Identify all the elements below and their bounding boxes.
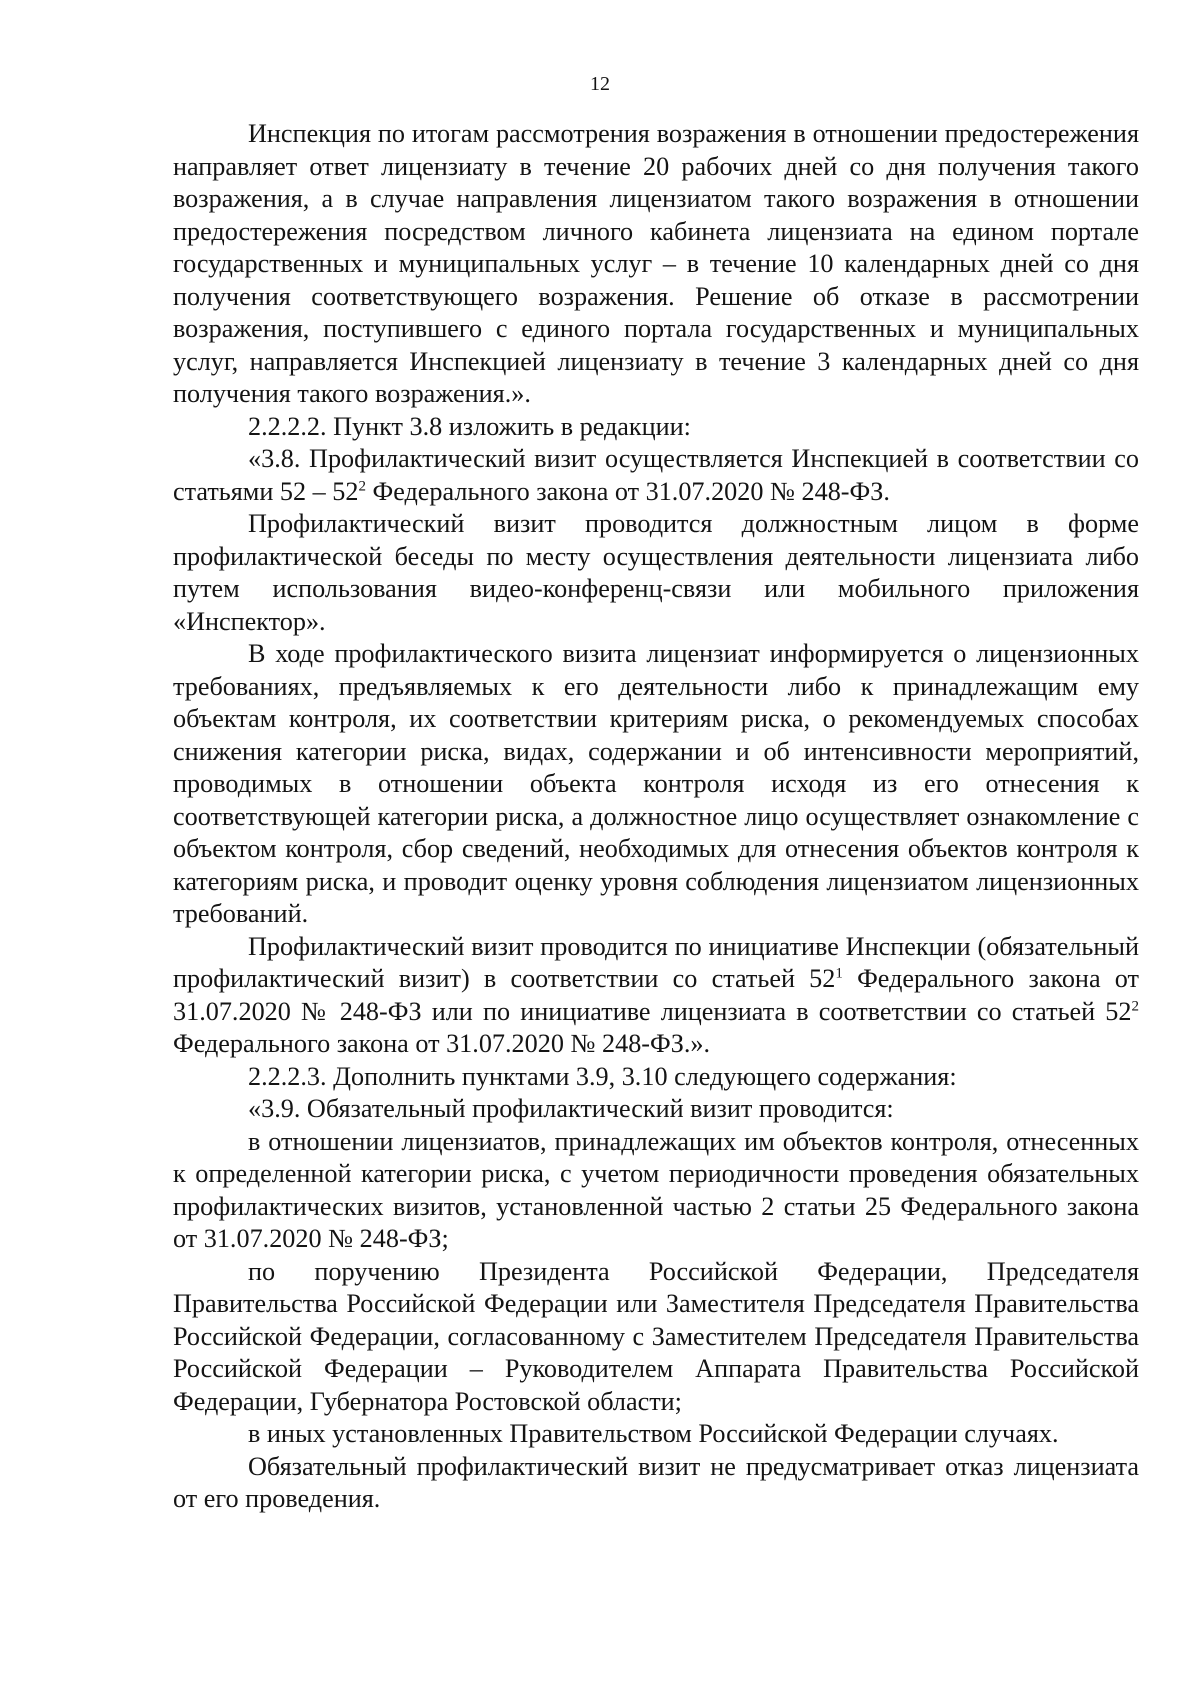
paragraph-objection-response: Инспекция по итогам рассмотрения возражения в отношении предостережения направляет ответ лицензиату в течение 20 рабочих дней со дня получения такого возражения, а в случае направления лицензиатом такого возражения в отношении предостережения посредством личного кабинета лицензиата на едином портале государственных и муниципальных услуг – в течение 10 календарных дней со дня получения соответствующего возражения. Решение об отказе в рассмотрении возражения, поступившего с единого портала государственных и муниципальных услуг, направляется Инспекцией лицензиату в течение 3 календарных дней со дня получения такого возражения.».	[173, 119, 1139, 408]
paragraph-item-2-2-2-2: 2.2.2.2. Пункт 3.8 изложить в редакции:	[248, 411, 691, 441]
paragraph-item-3-8: «3.8. Профилактический визит осуществляется Инспекцией в соответствии со статьями $52 - 52^2$ Федерального закона от 31.07.2020 № 248-ФЗ.	[173, 444, 1139, 506]
paragraph-risk-category: в отношении лицензиатов, принадлежащих им объектов контроля, отнесенных к определенной категории риска, с учетом периодичности проведения обязательных профилактических визитов, установленной частью 2 статьи 25 Федерального закона от 31.07.2020 № 248-ФЗ;	[173, 1126, 1139, 1253]
paragraph-other-cases: в иных установленных Правительством Российской Федерации случаях.	[248, 1419, 1059, 1448]
paragraph-by-order: по поручению Президента Российской Федерации, Председателя Правительства Российской Федерации или Заместителя Председателя Правительства Российской Федерации, согласованному с Заместителем Председателя Правительства Российской Федерации – Руководителем Аппарата Правительства Российской Федерации, Губернатора Ростовской области;	[173, 1256, 1139, 1416]
paragraph-visit-initiative: Профилактический визит проводится по инициативе Инспекции (обязательный профилактический визит) в соответствии со статьей $52^1$ Федерального закона от 31.07.2020 № 248-ФЗ или по инициативе лицензиата в соответствии со статьей $52^2$ Федерального закона от 31.07.2020 № 248-ФЗ.».	[173, 931, 1139, 1058]
document-body	[173, 118, 1139, 1516]
paragraph-visit-form: Профилактический визит проводится должностным лицом в форме профилактической беседы по месту осуществления деятельности лицензиата либо путем использования видео-конференц-связи или мобильного приложения «Инспектор».	[173, 509, 1139, 636]
page-number: 12	[590, 73, 610, 95]
paragraph-no-refusal: Обязательный профилактический визит не предусматривает отказ лицензиата от его проведения.	[173, 1451, 1139, 1513]
paragraph-visit-content: В ходе профилактического визита лицензиат информируется о лицензионных требованиях, предъявляемых к его деятельности либо к принадлежащим ему объектам контроля, их соответствии критериям риска, о рекомендуемых способах снижения категории риска, видах, содержании и об интенсивности мероприятий, проводимых в отношении объекта контроля исходя из его отнесения к соответствующей категории риска, а должностное лицо осуществляет ознакомление с объектом контроля, сбор сведений, необходимых для отнесения объектов контроля к категориям риска, и проводит оценку уровня соблюдения лицензиатом лицензионных требований.	[173, 639, 1139, 928]
paragraph-item-3-9: «3.9. Обязательный профилактический визит проводится:	[248, 1094, 894, 1123]
paragraph-item-2-2-2-3: 2.2.2.3. Дополнить пунктами 3.9, 3.10 следующего содержания:	[248, 1061, 957, 1091]
